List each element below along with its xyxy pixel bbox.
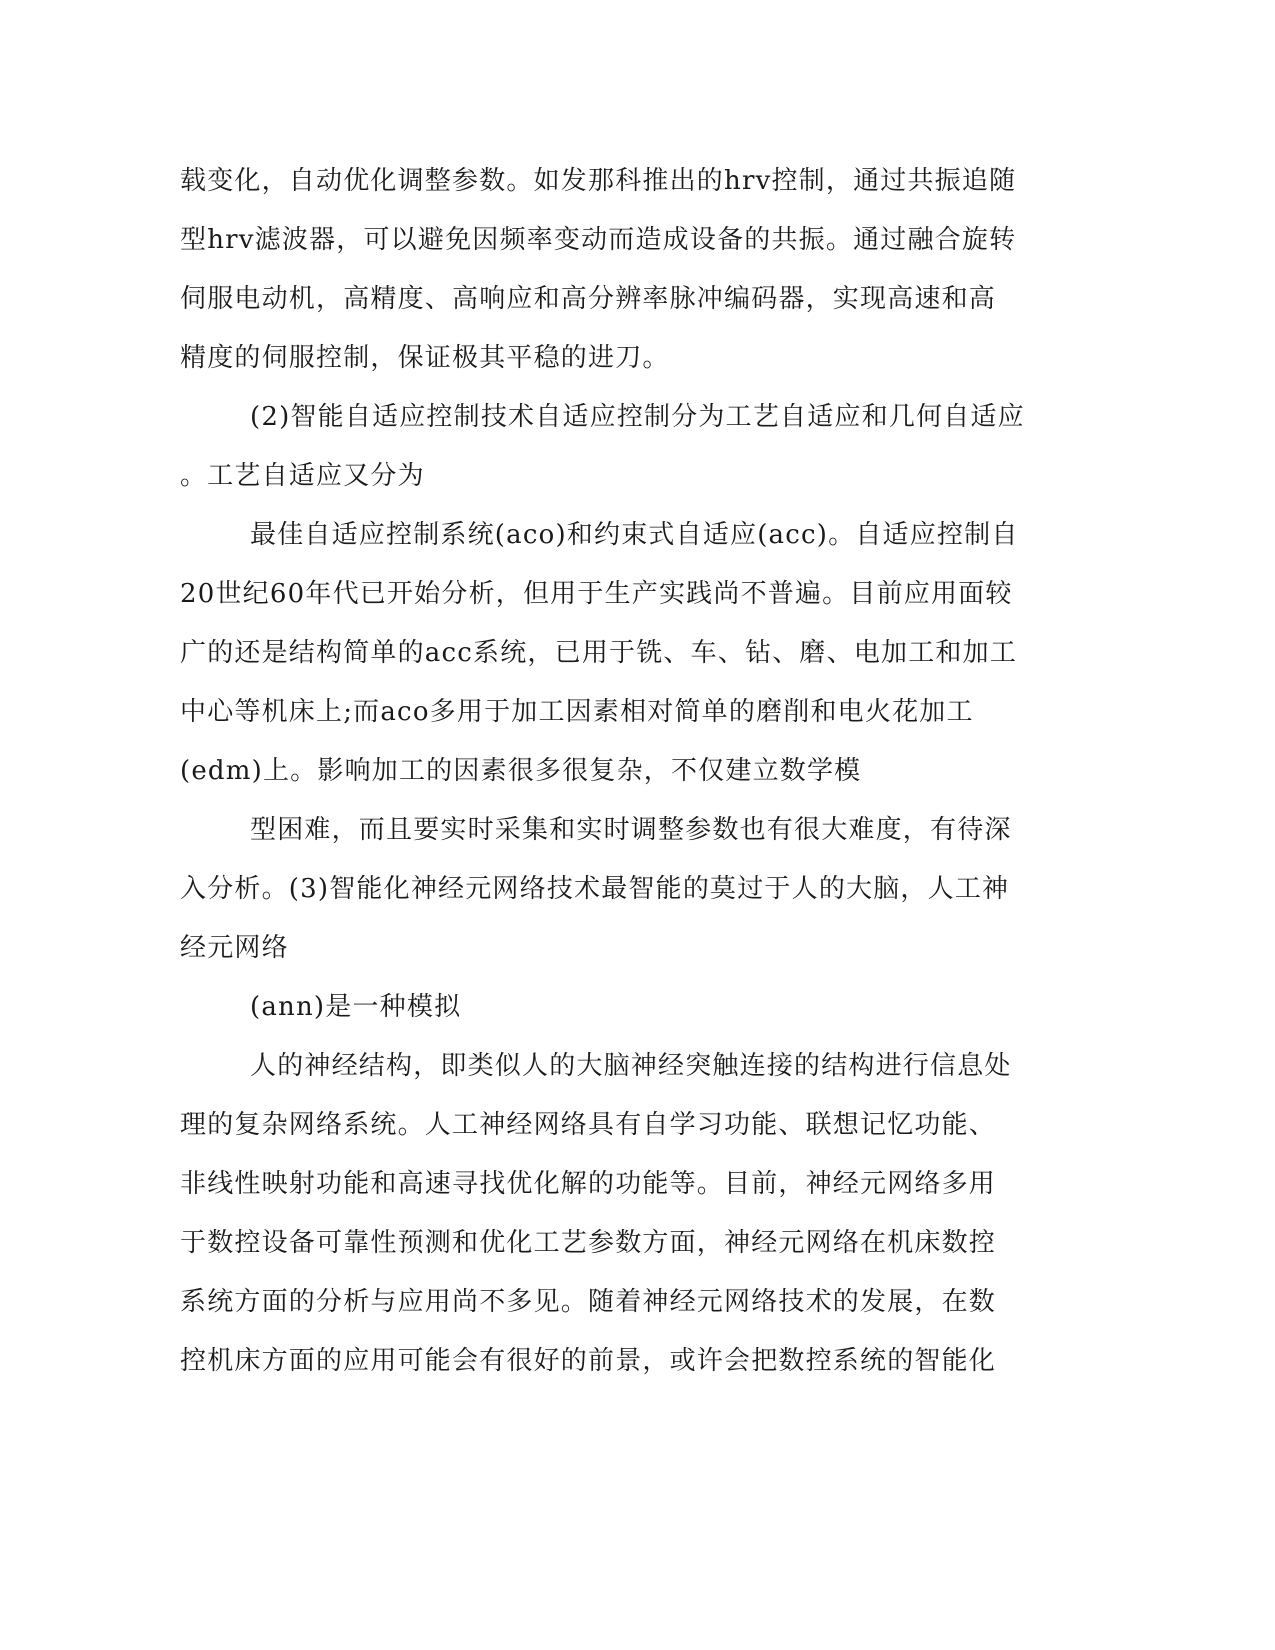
text-line: 型困难，而且要实时采集和实时调整参数也有很大难度，有待深 bbox=[250, 815, 1012, 845]
text-line: 。工艺自适应又分为 bbox=[180, 461, 425, 491]
text-line: 广的还是结构简单的acc系统，已用于铣、车、钻、磨、电加工和加工 bbox=[180, 638, 1018, 668]
text-line: 入分析。(3)智能化神经元网络技术最智能的莫过于人的大脑，人工神 bbox=[180, 874, 1010, 904]
text-line: (2)智能自适应控制技术自适应控制分为工艺自适应和几何自适应 bbox=[250, 402, 1025, 432]
text-line: 载变化，自动优化调整参数。如发那科推出的hrv控制，通过共振追随 bbox=[180, 166, 1017, 196]
text-line: 于数控设备可靠性预测和优化工艺参数方面，神经元网络在机床数控 bbox=[180, 1228, 997, 1258]
text-line: 最佳自适应控制系统(aco)和约束式自适应(acc)。自适应控制自 bbox=[250, 520, 1019, 550]
text-line: 非线性映射功能和高速寻找优化解的功能等。目前，神经元网络多用 bbox=[180, 1169, 997, 1199]
text-line: 人的神经结构，即类似人的大脑神经突触连接的结构进行信息处 bbox=[250, 1051, 1012, 1081]
text-line: (ann)是一种模拟 bbox=[250, 992, 462, 1022]
text-line: 型hrv滤波器，可以避免因频率变动而造成设备的共振。通过融合旋转 bbox=[180, 225, 1017, 255]
text-line: 控机床方面的应用可能会有很好的前景，或许会把数控系统的智能化 bbox=[180, 1346, 997, 1376]
text-line: (edm)上。影响加工的因素很多很复杂，不仅建立数学模 bbox=[180, 756, 862, 786]
text-line: 理的复杂网络系统。人工神经网络具有自学习功能、联想记忆功能、 bbox=[180, 1110, 997, 1140]
text-line: 系统方面的分析与应用尚不多见。随着神经元网络技术的发展，在数 bbox=[180, 1287, 997, 1317]
text-line: 经元网络 bbox=[180, 933, 289, 963]
text-line: 20世纪60年代已开始分析，但用于生产实践尚不普遍。目前应用面较 bbox=[180, 579, 1013, 609]
text-line: 精度的伺服控制，保证极其平稳的进刀。 bbox=[180, 343, 670, 373]
text-line: 伺服电动机，高精度、高响应和高分辨率脉冲编码器，实现高速和高 bbox=[180, 284, 997, 314]
text-line: 中心等机床上;而aco多用于加工因素相对简单的磨削和电火花加工 bbox=[180, 697, 974, 727]
